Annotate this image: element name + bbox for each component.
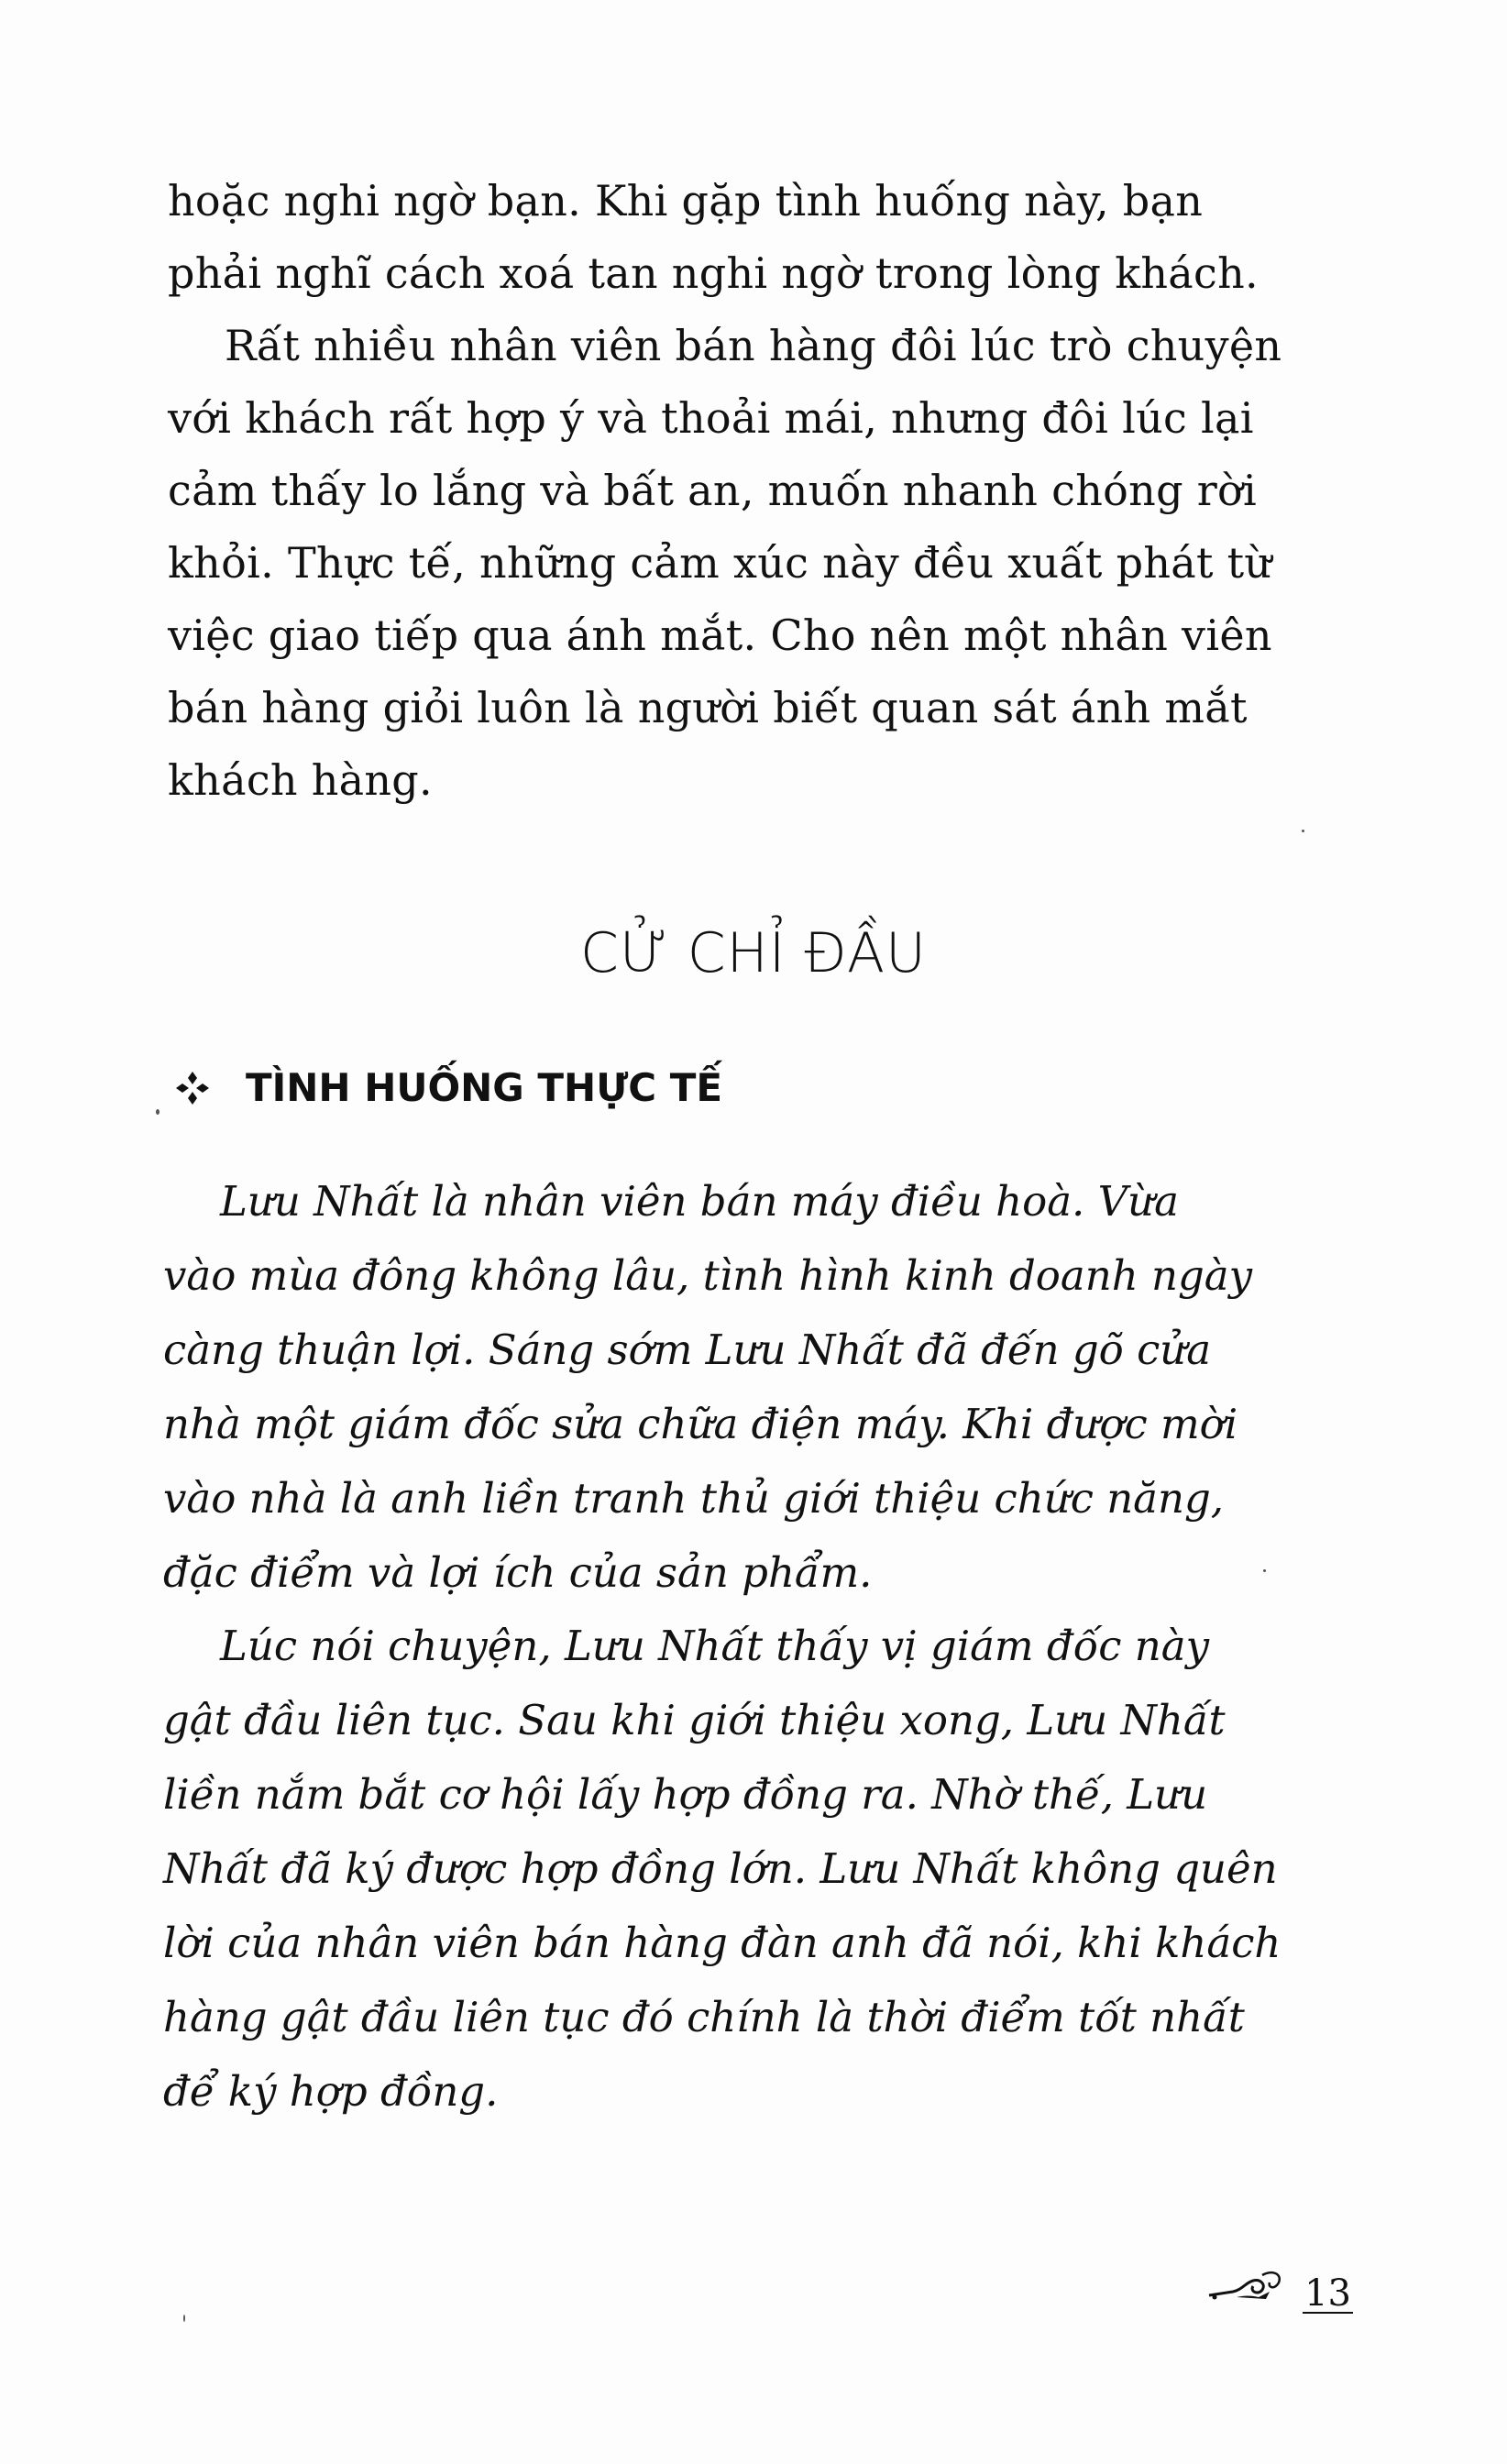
page-number bbox=[1205, 2264, 1353, 2314]
text-line: Nhất đã ký được hợp đồng lớn. Lưu Nhất không quên bbox=[163, 1844, 1278, 1893]
scan-speck bbox=[1263, 1569, 1266, 1572]
text-line: khách hàng. bbox=[168, 755, 433, 805]
text-line: phải nghĩ cách xoá tan nghi ngờ trong lòng khách. bbox=[168, 248, 1259, 298]
scan-speck bbox=[156, 1109, 160, 1115]
text-line: Rất nhiều nhân viên bán hàng đôi lúc trò chuyện bbox=[225, 321, 1282, 370]
text-line: đặc điểm và lợi ích của sản phẩm. bbox=[163, 1548, 873, 1597]
scan-speck bbox=[183, 2315, 185, 2322]
text-line: liền nắm bắt cơ hội lấy hợp đồng ra. Nhờ thế, Lưu bbox=[163, 1770, 1208, 1819]
text-line: cảm thấy lo lắng và bất an, muốn nhanh chóng rời bbox=[168, 466, 1258, 515]
paragraph-1 bbox=[168, 165, 1350, 310]
text-line: vào mùa đông không lâu, tình hình kinh doanh ngày bbox=[163, 1251, 1253, 1300]
story-paragraph-2 bbox=[163, 1609, 1355, 2128]
text-line: gật đầu liên tục. Sau khi giới thiệu xong, Lưu Nhất bbox=[163, 1696, 1226, 1744]
scan-speck bbox=[1302, 830, 1304, 832]
section-title: CỬ CHỈ ĐẦU bbox=[580, 921, 927, 985]
subheading-text: TÌNH HUỐNG THỰC TẾ bbox=[246, 1065, 723, 1110]
page-number-text: 13 bbox=[1304, 2272, 1351, 2315]
text-line: khỏi. Thực tế, những cảm xúc này đều xuất phát từ bbox=[168, 538, 1272, 588]
story-paragraph-1 bbox=[163, 1164, 1355, 1610]
four-diamond-icon bbox=[174, 1070, 211, 1106]
paragraph-2 bbox=[168, 310, 1350, 817]
text-line: Lưu Nhất là nhân viên bán máy điều hoà. Vừa bbox=[220, 1177, 1179, 1226]
swirl-ornament-icon bbox=[1205, 2264, 1297, 2314]
text-line: nhà một giám đốc sửa chữa điện máy. Khi được mời bbox=[163, 1400, 1238, 1448]
subheading bbox=[174, 1065, 722, 1110]
text-line: hàng gật đầu liên tục đó chính là thời điểm tốt nhất bbox=[163, 1993, 1245, 2041]
text-line: với khách rất hợp ý và thoải mái, nhưng đôi lúc lại bbox=[168, 393, 1254, 443]
text-line: vào nhà là anh liền tranh thủ giới thiệu chức năng, bbox=[163, 1474, 1225, 1523]
text-line: lời của nhân viên bán hàng đàn anh đã nói, khi khách bbox=[163, 1919, 1282, 1967]
text-line: càng thuận lợi. Sáng sớm Lưu Nhất đã đến gõ cửa bbox=[163, 1326, 1212, 1374]
text-line: hoặc nghi ngờ bạn. Khi gặp tình huống này, bạn bbox=[168, 176, 1204, 226]
text-line: để ký hợp đồng. bbox=[163, 2067, 499, 2116]
text-line: bán hàng giỏi luôn là người biết quan sát ánh mắt bbox=[168, 683, 1248, 732]
text-line: Lúc nói chuyện, Lưu Nhất thấy vị giám đốc này bbox=[220, 1622, 1209, 1670]
text-line: việc giao tiếp qua ánh mắt. Cho nên một nhân viên bbox=[168, 610, 1272, 660]
